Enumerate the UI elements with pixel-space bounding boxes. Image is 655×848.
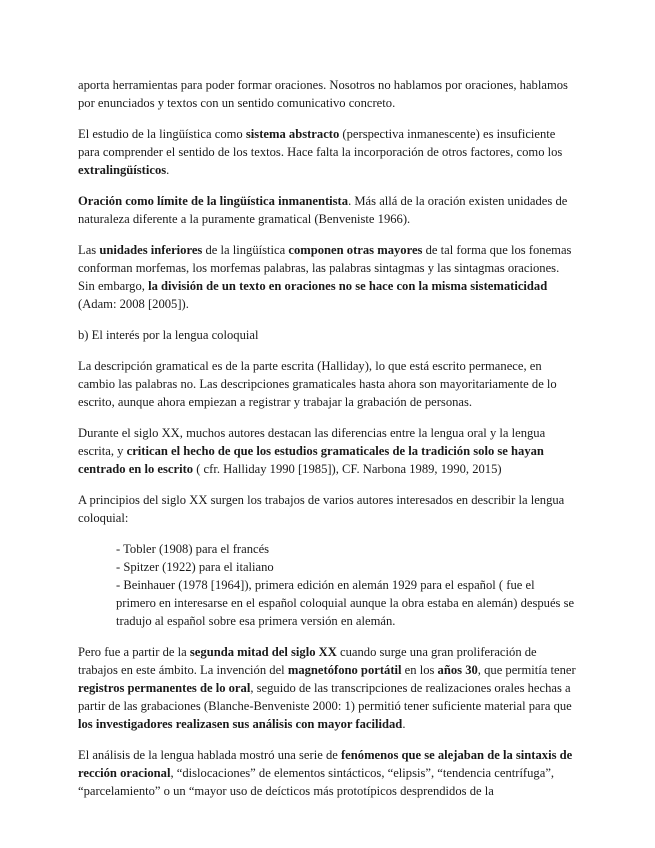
text: b) El interés por la lengua coloquial	[78, 328, 259, 342]
bold-text: critican el hecho de que los estudios gramaticales de la tradición solo se hayan centrado en lo escrito	[78, 444, 544, 476]
document-body-continued	[78, 643, 577, 800]
paragraph-p7	[78, 424, 577, 478]
bold-text: magnetófono portátil	[287, 663, 402, 677]
bold-text: la división de un texto en oraciones no se hace con la misma sistematicidad	[148, 279, 548, 293]
text: (perspectiva inmanescente) es insuficiente para comprender el sentido de los textos. Hace falta la incorporación de otros factores, como los	[78, 127, 563, 159]
bold-text: fenómenos que se alejaban de la sintaxis de rección oracional	[78, 748, 573, 780]
text: Pero fue a partir de la	[78, 645, 190, 659]
text: A principios del siglo XX surgen los trabajos de varios autores interesados en describir la lengua coloquial:	[78, 493, 565, 525]
text: .	[166, 163, 170, 177]
bold-text: registros permanentes de lo oral	[78, 681, 251, 695]
bold-text: Oración como límite de la lingüística inmanentista	[78, 194, 349, 208]
paragraph-p9	[78, 643, 577, 733]
paragraph-p3	[78, 192, 577, 228]
bold-text: extralingüísticos	[78, 163, 167, 177]
list-item: - Beinhauer (1978 [1964]), primera edición en alemán 1929 para el español ( fue el primero en interesarse en el español coloquial aunque la obra estaba en alemán) después se tradujo al español sobre esa primera versión en alemán.	[116, 578, 575, 628]
list-item: - Tobler (1908) para el francés	[116, 542, 270, 556]
paragraph-p4	[78, 241, 577, 313]
bold-text: unidades inferiores	[99, 243, 203, 257]
text: en los	[401, 663, 438, 677]
bold-text: sistema abstracto	[245, 127, 340, 141]
text: cuando surge una gran proliferación de trabajos en este ámbito. La invención del	[78, 645, 537, 677]
bold-text: componen otras mayores	[288, 243, 423, 257]
author-list	[78, 540, 577, 630]
text: . Más allá de la oración existen unidades de naturaleza diferente a la puramente gramatical (Benveniste 1966).	[78, 194, 568, 226]
text: .	[402, 717, 406, 731]
text: , que permitía tener	[477, 663, 576, 677]
text: de la lingüística	[202, 243, 289, 257]
bold-text: segunda mitad del siglo XX	[189, 645, 337, 659]
paragraph-p6	[78, 357, 577, 411]
text: (Adam: 2008 [2005]).	[78, 297, 189, 311]
text: El análisis de la lengua hablada mostró una serie de	[78, 748, 341, 762]
text: El estudio de la lingüística como	[78, 127, 246, 141]
paragraph-p1	[78, 76, 577, 112]
list-item: - Spitzer (1922) para el italiano	[116, 560, 274, 574]
bold-text: los investigadores realizasen sus análisis con mayor facilidad	[78, 717, 403, 731]
text: La descripción gramatical es de la parte escrita (Halliday), lo que está escrito permanece, en cambio las palabras no. Las descripciones gramaticales hasta ahora son mayoritariamente de lo escrito, aunque ahora empiezan a registrar y trabajar la grabación de personas.	[78, 359, 557, 409]
text: Las	[78, 243, 100, 257]
text: Durante el siglo XX, muchos autores destacan las diferencias entre la lengua oral y la lengua escrita, y	[78, 426, 546, 458]
paragraph-p10	[78, 746, 577, 800]
text: aporta herramientas para poder formar oraciones. Nosotros no hablamos por oraciones, hablamos por enunciados y textos con un sentido comunicativo concreto.	[78, 78, 568, 110]
document-body	[78, 76, 577, 527]
paragraph-p5	[78, 326, 577, 344]
paragraph-p2	[78, 125, 577, 179]
text: ( cfr. Halliday 1990 [1985]), CF. Narbona 1989, 1990, 2015)	[193, 462, 502, 476]
paragraph-p8	[78, 491, 577, 527]
text: , seguido de las transcripciones de realizaciones orales hechas a partir de las grabaciones (Blanche-Benveniste 2000: 1) permitió tener suficiente material para que	[78, 681, 572, 713]
text: , “dislocaciones” de elementos sintácticos, “elipsis”, “tendencia centrífuga”, “parcelamiento” o un “mayor uso de deícticos más prototípicos desprendidos de la	[78, 766, 555, 798]
bold-text: años 30	[437, 663, 478, 677]
text: de tal forma que los fonemas conforman morfemas, los morfemas palabras, las palabras sintagmas y las sintagmas oraciones. Sin embargo,	[78, 243, 572, 293]
